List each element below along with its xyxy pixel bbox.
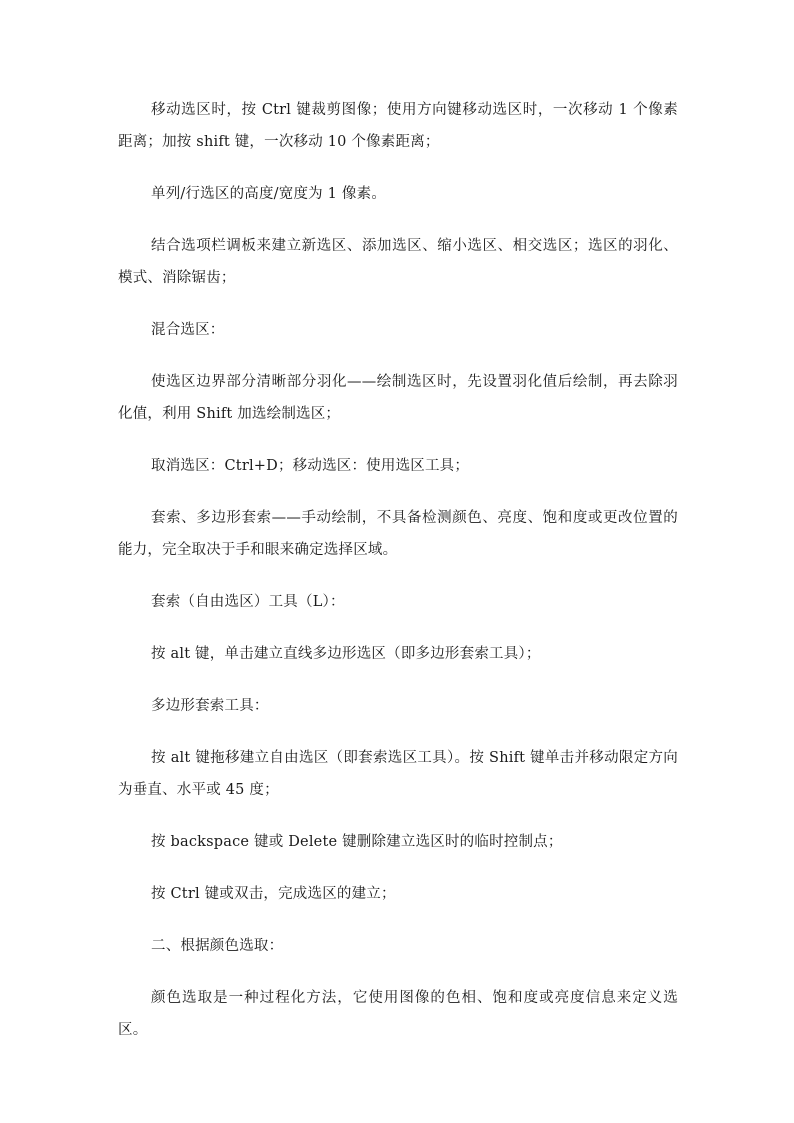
paragraph-move-selection: 移动选区时，按 Ctrl 键裁剪图像；使用方向键移动选区时，一次移动 1 个像素距离；加按 shift 键，一次移动 10 个像素距离； <box>118 102 678 150</box>
paragraph-alt-polygon: 按 alt 键，单击建立直线多边形选区（即多边形套索工具）； <box>151 646 541 662</box>
paragraph-options-bar: 结合选项栏调板来建立新选区、添加选区、缩小选区、相交选区；选区的羽化、模式、消除锯齿； <box>118 238 678 286</box>
paragraph-color-selection: 颜色选取是一种过程化方法，它使用图像的色相、饱和度或亮度信息来定义选区。 <box>118 990 678 1038</box>
paragraph-cancel-selection: 取消选区：Ctrl+D；移动选区：使用选区工具； <box>151 458 470 474</box>
paragraph-lasso-tool-heading: 套索（自由选区）工具（L）： <box>151 594 345 610</box>
paragraph-polygon-lasso-heading: 多边形套索工具： <box>151 698 269 714</box>
document-body <box>118 94 678 1066</box>
paragraph-mixed-selection-heading: 混合选区： <box>151 322 225 338</box>
paragraph-alt-drag: 按 alt 键拖移建立自由选区（即套索选区工具）。按 Shift 键单击并移动限定方向为垂直、水平或 45 度； <box>118 750 678 798</box>
paragraph-ctrl-finish: 按 Ctrl 键或双击，完成选区的建立； <box>151 886 396 902</box>
paragraph-lasso-tools: 套索、多边形套索——手动绘制，不具备检测颜色、亮度、饱和度或更改位置的能力，完全取决于手和眼来确定选择区域。 <box>118 510 678 558</box>
paragraph-backspace-delete: 按 backspace 键或 Delete 键删除建立选区时的临时控制点； <box>151 834 563 850</box>
paragraph-feather-edge: 使选区边界部分清晰部分羽化——绘制选区时，先设置羽化值后绘制，再去除羽化值，利用 Shift 加选绘制选区； <box>118 374 678 422</box>
section-heading-color-selection: 二、根据颜色选取： <box>151 938 284 954</box>
paragraph-single-row-column: 单列/行选区的高度/宽度为 1 像素。 <box>151 186 387 202</box>
